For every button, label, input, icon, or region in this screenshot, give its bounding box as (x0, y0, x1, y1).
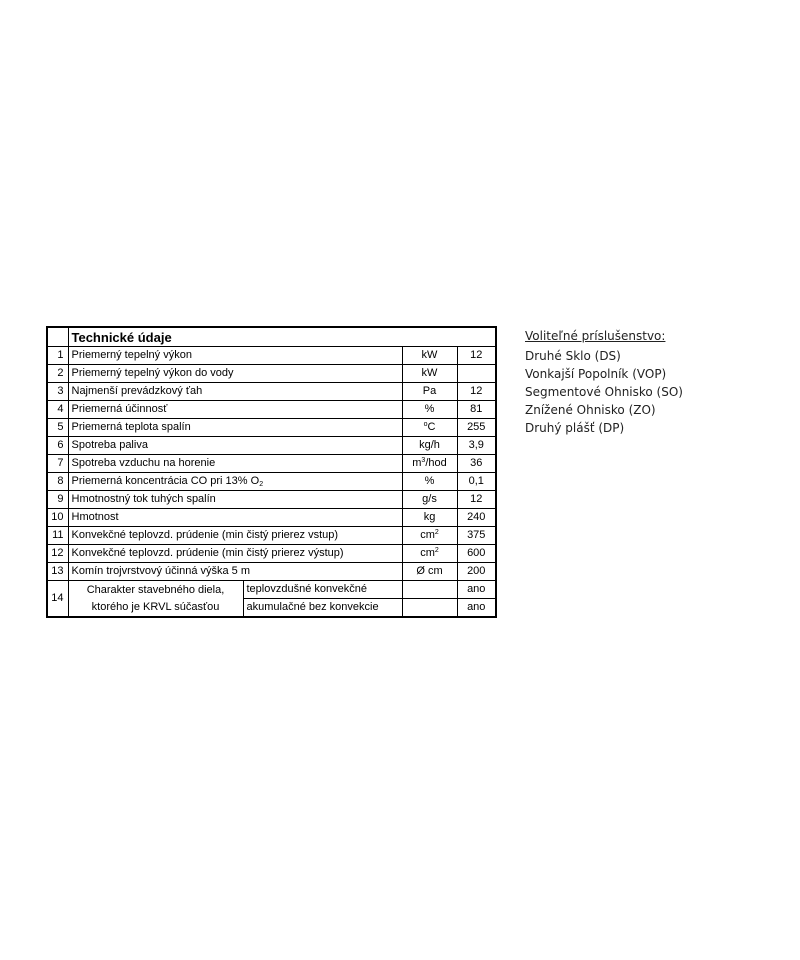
row-unit (402, 545, 457, 563)
row-value: 36 (457, 455, 496, 473)
row-label: Spotreba paliva (68, 437, 402, 455)
row-unit: kW (402, 347, 457, 365)
unit-prefix: m (412, 456, 422, 469)
row-number: 7 (47, 455, 68, 473)
row-label: Priemerný tepelný výkon (68, 347, 402, 365)
accessory-item: Vonkajší Popolník (VOP) (525, 367, 667, 381)
row-value: 12 (457, 383, 496, 401)
row-label: Hmotnost (68, 509, 402, 527)
row14-description-line2: ktorého je KRVL súčasťou (91, 600, 220, 613)
unit-base: cm (420, 546, 435, 559)
table-row (47, 527, 496, 545)
row-number: 9 (47, 491, 68, 509)
row-value: 375 (457, 527, 496, 545)
table-row (47, 473, 496, 491)
accessory-item: Druhé Sklo (DS) (525, 349, 621, 363)
row-label: Priemerná teplota spalín (68, 419, 402, 437)
row-number: 11 (47, 527, 68, 545)
unit-superscript: o (423, 420, 428, 428)
row-unit: kg (402, 509, 457, 527)
table-row (47, 347, 496, 365)
accessory-item: Segmentové Ohnisko (SO) (525, 385, 683, 399)
table-row (47, 545, 496, 563)
table-title: Technické údaje (68, 327, 496, 347)
table-row (47, 509, 496, 527)
row-number: 4 (47, 401, 68, 419)
table-row (47, 437, 496, 455)
row14-description (68, 581, 243, 618)
row14-option-value: ano (457, 599, 496, 618)
unit-base: cm (420, 528, 435, 541)
row-label: Konvekčné teplovzd. prúdenie (min čistý prierez vstup) (68, 527, 402, 545)
row-label: Najmenší prevádzkový ťah (68, 383, 402, 401)
row14-option-unit (402, 599, 457, 618)
table-row (47, 419, 496, 437)
row-value: 81 (457, 401, 496, 419)
row-number: 3 (47, 383, 68, 401)
table-row (47, 563, 496, 581)
row-label: Spotreba vzduchu na horenie (68, 455, 402, 473)
row14-option-value: ano (457, 581, 496, 599)
row-number: 13 (47, 563, 68, 581)
table-row (47, 365, 496, 383)
row-value: 255 (457, 419, 496, 437)
optional-accessories (525, 327, 683, 437)
row-unit (402, 527, 457, 545)
table-row (47, 455, 496, 473)
unit-suffix: /hod (425, 456, 447, 469)
row-unit (402, 419, 457, 437)
row-value: 3,9 (457, 437, 496, 455)
row-number: 10 (47, 509, 68, 527)
row-unit (402, 455, 457, 473)
row-unit: % (402, 401, 457, 419)
row-value (457, 365, 496, 383)
row14-option-unit (402, 581, 457, 599)
row-unit: Ø cm (402, 563, 457, 581)
unit-superscript: 2 (434, 546, 439, 554)
row-label: Priemerný tepelný výkon do vody (68, 365, 402, 383)
row-label: Komín trojvrstvový účinná výška 5 m (68, 563, 402, 581)
row-label: Konvekčné teplovzd. prúdenie (min čistý prierez výstup) (68, 545, 402, 563)
row-number: 14 (47, 581, 68, 618)
table-row (47, 581, 496, 599)
row-number: 2 (47, 365, 68, 383)
row-number: 5 (47, 419, 68, 437)
header-blank-cell (47, 327, 68, 347)
label-text: Priemerná koncentrácia CO pri 13% O (71, 474, 260, 487)
row-unit: % (402, 473, 457, 491)
unit-superscript: 3 (421, 456, 426, 464)
table-header-row (47, 327, 496, 347)
row-number: 6 (47, 437, 68, 455)
row-unit: kg/h (402, 437, 457, 455)
row-label: Hmotnostný tok tuhých spalín (68, 491, 402, 509)
row-label (68, 473, 402, 491)
unit-base: C (427, 420, 436, 433)
row-value: 200 (457, 563, 496, 581)
table-row (47, 383, 496, 401)
row-unit: Pa (402, 383, 457, 401)
row-value: 240 (457, 509, 496, 527)
accessory-item: Druhý plášť (DP) (525, 421, 625, 435)
label-subscript: 2 (259, 480, 264, 488)
table-row (47, 401, 496, 419)
row14-option-label: akumulačné bez konvekcie (243, 599, 402, 618)
row-unit: g/s (402, 491, 457, 509)
row-value: 12 (457, 491, 496, 509)
technical-data-table (46, 326, 497, 618)
row-unit: kW (402, 365, 457, 383)
accessory-item: Znížené Ohnisko (ZO) (525, 403, 656, 417)
row-value: 0,1 (457, 473, 496, 491)
row-label: Priemerná účinnosť (68, 401, 402, 419)
row-number: 1 (47, 347, 68, 365)
table-row (47, 491, 496, 509)
row-number: 12 (47, 545, 68, 563)
accessories-title: Voliteľné príslušenstvo: (525, 329, 666, 343)
row14-description-line1: Charakter stavebného diela, (86, 583, 225, 596)
row-number: 8 (47, 473, 68, 491)
unit-superscript: 2 (434, 528, 439, 536)
row-value: 600 (457, 545, 496, 563)
row-value: 12 (457, 347, 496, 365)
row14-option-label: teplovzdušné konvekčné (243, 581, 402, 599)
